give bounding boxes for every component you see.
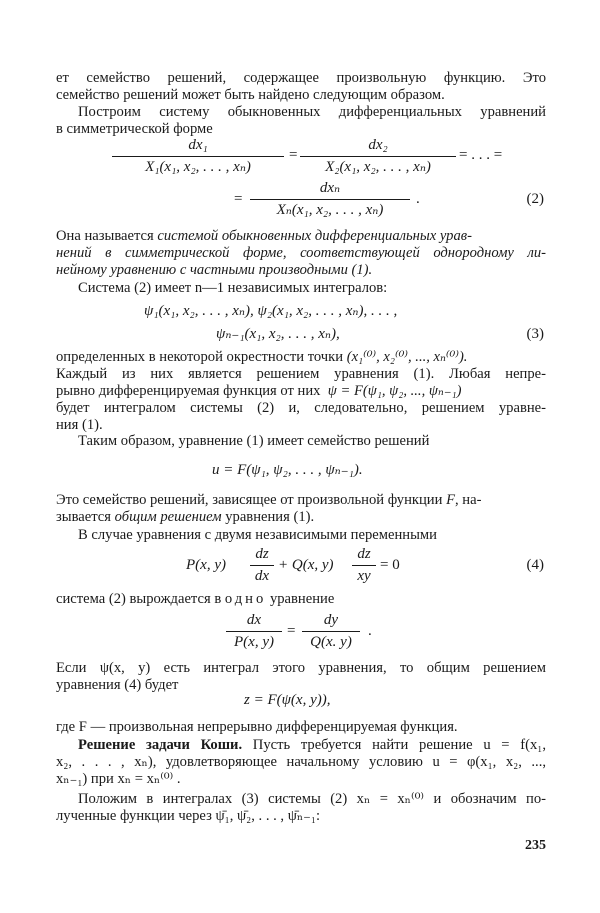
text-line: Это семейство решений, зависящее от произвольной функции F, на- — [56, 492, 482, 508]
eq2-lead: = — [234, 191, 243, 207]
eq2-equals: = — [289, 147, 298, 163]
text-line: Каждый из них является решением уравнения (1). Любая непре- — [56, 366, 546, 382]
eq2-fraction-3: dxₙ Xₙ(x₁, x₂, . . . , xₙ) — [250, 180, 410, 219]
page-number: 235 — [525, 838, 546, 853]
eq5-equals: = — [287, 623, 296, 639]
equation-number-3: (3) — [526, 326, 544, 342]
text-line: ет семейство решений, содержащее произвольную функцию. Это — [56, 70, 546, 86]
eq4-mid: + Q(x, y) — [278, 557, 334, 573]
eq2-tail: = . . . = — [459, 147, 503, 163]
text-line: где F — произвольная непрерывно дифференцируемая функция. — [56, 719, 458, 735]
eq5-end: . — [368, 623, 372, 639]
eq5-fraction-2: dy Q(x. y) — [302, 612, 360, 651]
text-line: нейному уравнению с частными производными (1). — [56, 262, 373, 278]
text-line: x₂, . . . , xₙ), удовлетворяющее начальному условию u = φ(x₁, x₂, ..., — [56, 754, 546, 770]
text-line: Построим систему обыкновенных дифференциальных уравнений — [78, 104, 546, 120]
eq4-pre: P(x, y) — [186, 557, 226, 573]
text-line: зывается общим решением уравнения (1). — [56, 509, 315, 525]
text-line: нений в симметрической форме, соответствующей однородному ли- — [56, 245, 546, 261]
text-line: xₙ₋₁) при xₙ = xₙ⁽⁰⁾ . — [56, 771, 181, 787]
text-line: Решение задачи Коши. Пусть требуется найти решение u = f(x₁, — [78, 737, 546, 753]
eq4-fraction-2: dz xy — [352, 546, 376, 585]
eq3-row-1: ψ₁(x₁, x₂, . . . , xₙ), ψ₂(x₁, x₂, . . . , xₙ), . . . , — [144, 303, 398, 319]
text-line: лученные функции через ψ̄₁, ψ̄₂, . . . , ψ̄ₙ₋₁: — [56, 808, 321, 824]
text-line: ния (1). — [56, 417, 103, 433]
text-line: Положим в интегралах (3) системы (2) xₙ = xₙ⁽⁰⁾ и обозначим по- — [78, 791, 546, 807]
text-line: будет интегралом системы (2) и, следовательно, решением уравне- — [56, 400, 546, 416]
text-line: Если ψ(x, y) есть интеграл этого уравнения, то общим решением — [56, 660, 546, 676]
eq4-post: = 0 — [380, 557, 400, 573]
eq4-fraction-1: dz dx — [250, 546, 274, 585]
text-line: определенных в некоторой окрестности точки (x₁⁽⁰⁾, x₂⁽⁰⁾, ..., xₙ⁽⁰⁾). — [56, 349, 468, 365]
text-line: в симметрической форме — [56, 121, 213, 137]
text-line: уравнения (4) будет — [56, 677, 179, 693]
eq2-end: . — [416, 191, 420, 207]
z-formula: z = F(ψ(x, y)), — [244, 692, 331, 708]
equation-number-4: (4) — [526, 557, 544, 573]
eq5-fraction-1: dx P(x, y) — [226, 612, 282, 651]
text-line: рывно дифференцируемая функция от них ψ = F(ψ₁, ψ₂, ..., ψₙ₋₁) — [56, 383, 462, 399]
eq2-fraction-1: dx₁ X₁(x₁, x₂, . . . , xₙ) — [112, 137, 284, 176]
eq2-fraction-2: dx₂ X₂(x₁, x₂, . . . , xₙ) — [300, 137, 456, 176]
eq3-row-2: ψₙ₋₁(x₁, x₂, . . . , xₙ), — [216, 326, 340, 342]
text-line: Система (2) имеет n—1 независимых интегралов: — [78, 280, 388, 296]
general-solution-formula: u = F(ψ₁, ψ₂, . . . , ψₙ₋₁). — [212, 462, 363, 478]
text-line: Таким образом, уравнение (1) имеет семейство решений — [78, 433, 430, 449]
equation-number-2: (2) — [526, 191, 544, 207]
text-line: Она называется системой обыкновенных дифференциальных урав- — [56, 228, 472, 244]
text-line: В случае уравнения с двумя независимыми переменными — [78, 527, 437, 543]
text-line: система (2) вырождается в одно уравнение — [56, 591, 335, 607]
text-line: семейство решений может быть найдено следующим образом. — [56, 87, 445, 103]
